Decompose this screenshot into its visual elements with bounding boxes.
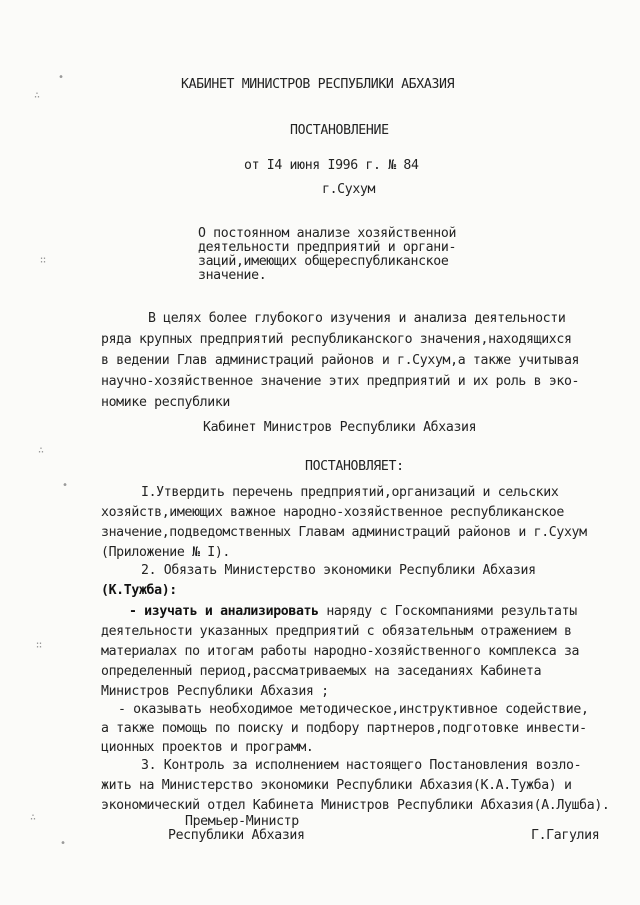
item3-line: 3. Контроль за исполнением настоящего Постановления возло-: [141, 758, 582, 773]
document-type: ПОСТАНОВЛЕНИЕ: [290, 123, 389, 138]
bullet1-verb: - изучать и анализировать: [129, 604, 319, 619]
item3-line: жить на Министерство экономики Республики Абхазия(К.А.Тужба) и: [101, 778, 572, 793]
margin-mark: ∴: [38, 445, 45, 456]
preamble-line: научно-хозяйственное значение этих предприятий и их роль в эко-: [101, 374, 580, 389]
preamble-line: в ведении Глав администраций районов и г.Сухум,а также учитывая: [101, 353, 580, 368]
item2-bullet2-line: - оказывать необходимое методическое,инструктивное содействие,: [118, 702, 589, 717]
margin-mark: ∷: [40, 255, 47, 266]
subject-line: О постоянном анализе хозяйственной: [198, 226, 457, 241]
item2-bullet1-line: Министров Республики Абхазия ;: [101, 684, 329, 699]
issuer: Кабинет Министров Республики Абхазия: [203, 420, 477, 435]
item1-line: значение,подведомственных Главам администраций районов и г.Сухум: [101, 525, 587, 540]
item1-line: I.Утвердить перечень предприятий,организаций и сельских: [141, 485, 559, 500]
item2-bullet2-line: ционных проектов и программ.: [101, 740, 314, 755]
signatory-title: Премьер-Министр: [185, 814, 299, 829]
margin-mark: •: [58, 72, 65, 83]
margin-mark: ∴: [34, 90, 41, 101]
subject-line: заций,имеющих общереспубликанское: [198, 254, 449, 269]
item3-line: экономический отдел Кабинета Министров Республики Абхазия(А.Лушба).: [101, 798, 610, 813]
cabinet-title: КАБИНЕТ МИНИСТРОВ РЕСПУБЛИКИ АБХАЗИЯ: [181, 77, 455, 92]
preamble-line: ряда крупных предприятий республиканского значения,находящихся: [101, 332, 572, 347]
city: г.Сухум: [322, 182, 376, 197]
preamble-line: В целях более глубокого изучения и анализа деятельности: [148, 311, 566, 326]
item1-line: (Приложение № I).: [101, 545, 231, 560]
item2-bullet1-line: деятельности указанных предприятий с обязательным отражением в: [101, 624, 572, 639]
item2-intro: 2. Обязать Министерство экономики Республики Абхазия: [141, 563, 536, 578]
item2-responsible: (К.Тужба):: [101, 583, 177, 598]
signatory-name: Г.Гагулия: [531, 828, 600, 843]
margin-mark: ∷: [36, 640, 43, 651]
margin-mark: ∴: [30, 812, 37, 823]
subject-line: значение.: [198, 268, 267, 283]
signatory-title: Республики Абхазия: [168, 828, 305, 843]
date-number: от I4 июня I996 г. № 84: [244, 158, 419, 173]
decree-word: ПОСТАНОВЛЯЕТ:: [305, 459, 404, 474]
margin-mark: •: [60, 838, 67, 849]
item2-bullet1-line: определенный период,рассматриваемых на заседаниях Кабинета: [101, 664, 542, 679]
item1-line: хозяйств,имеющих важное народно-хозяйственное республиканское: [101, 505, 564, 520]
item2-bullet1-line: материалах по итогам работы народно-хозяйственного комплекса за: [101, 644, 580, 659]
preamble-line: номике республики: [101, 395, 231, 410]
margin-mark: •: [62, 480, 69, 491]
bullet1-rest: наряду с Госкомпаниями результаты: [318, 604, 577, 619]
item2-bullet1-first: [129, 605, 577, 618]
item2-bullet2-line: а также помощь по поиску и подбору партнеров,подготовке инвести-: [101, 721, 587, 736]
subject-line: деятельности предприятий и органи-: [198, 240, 457, 255]
